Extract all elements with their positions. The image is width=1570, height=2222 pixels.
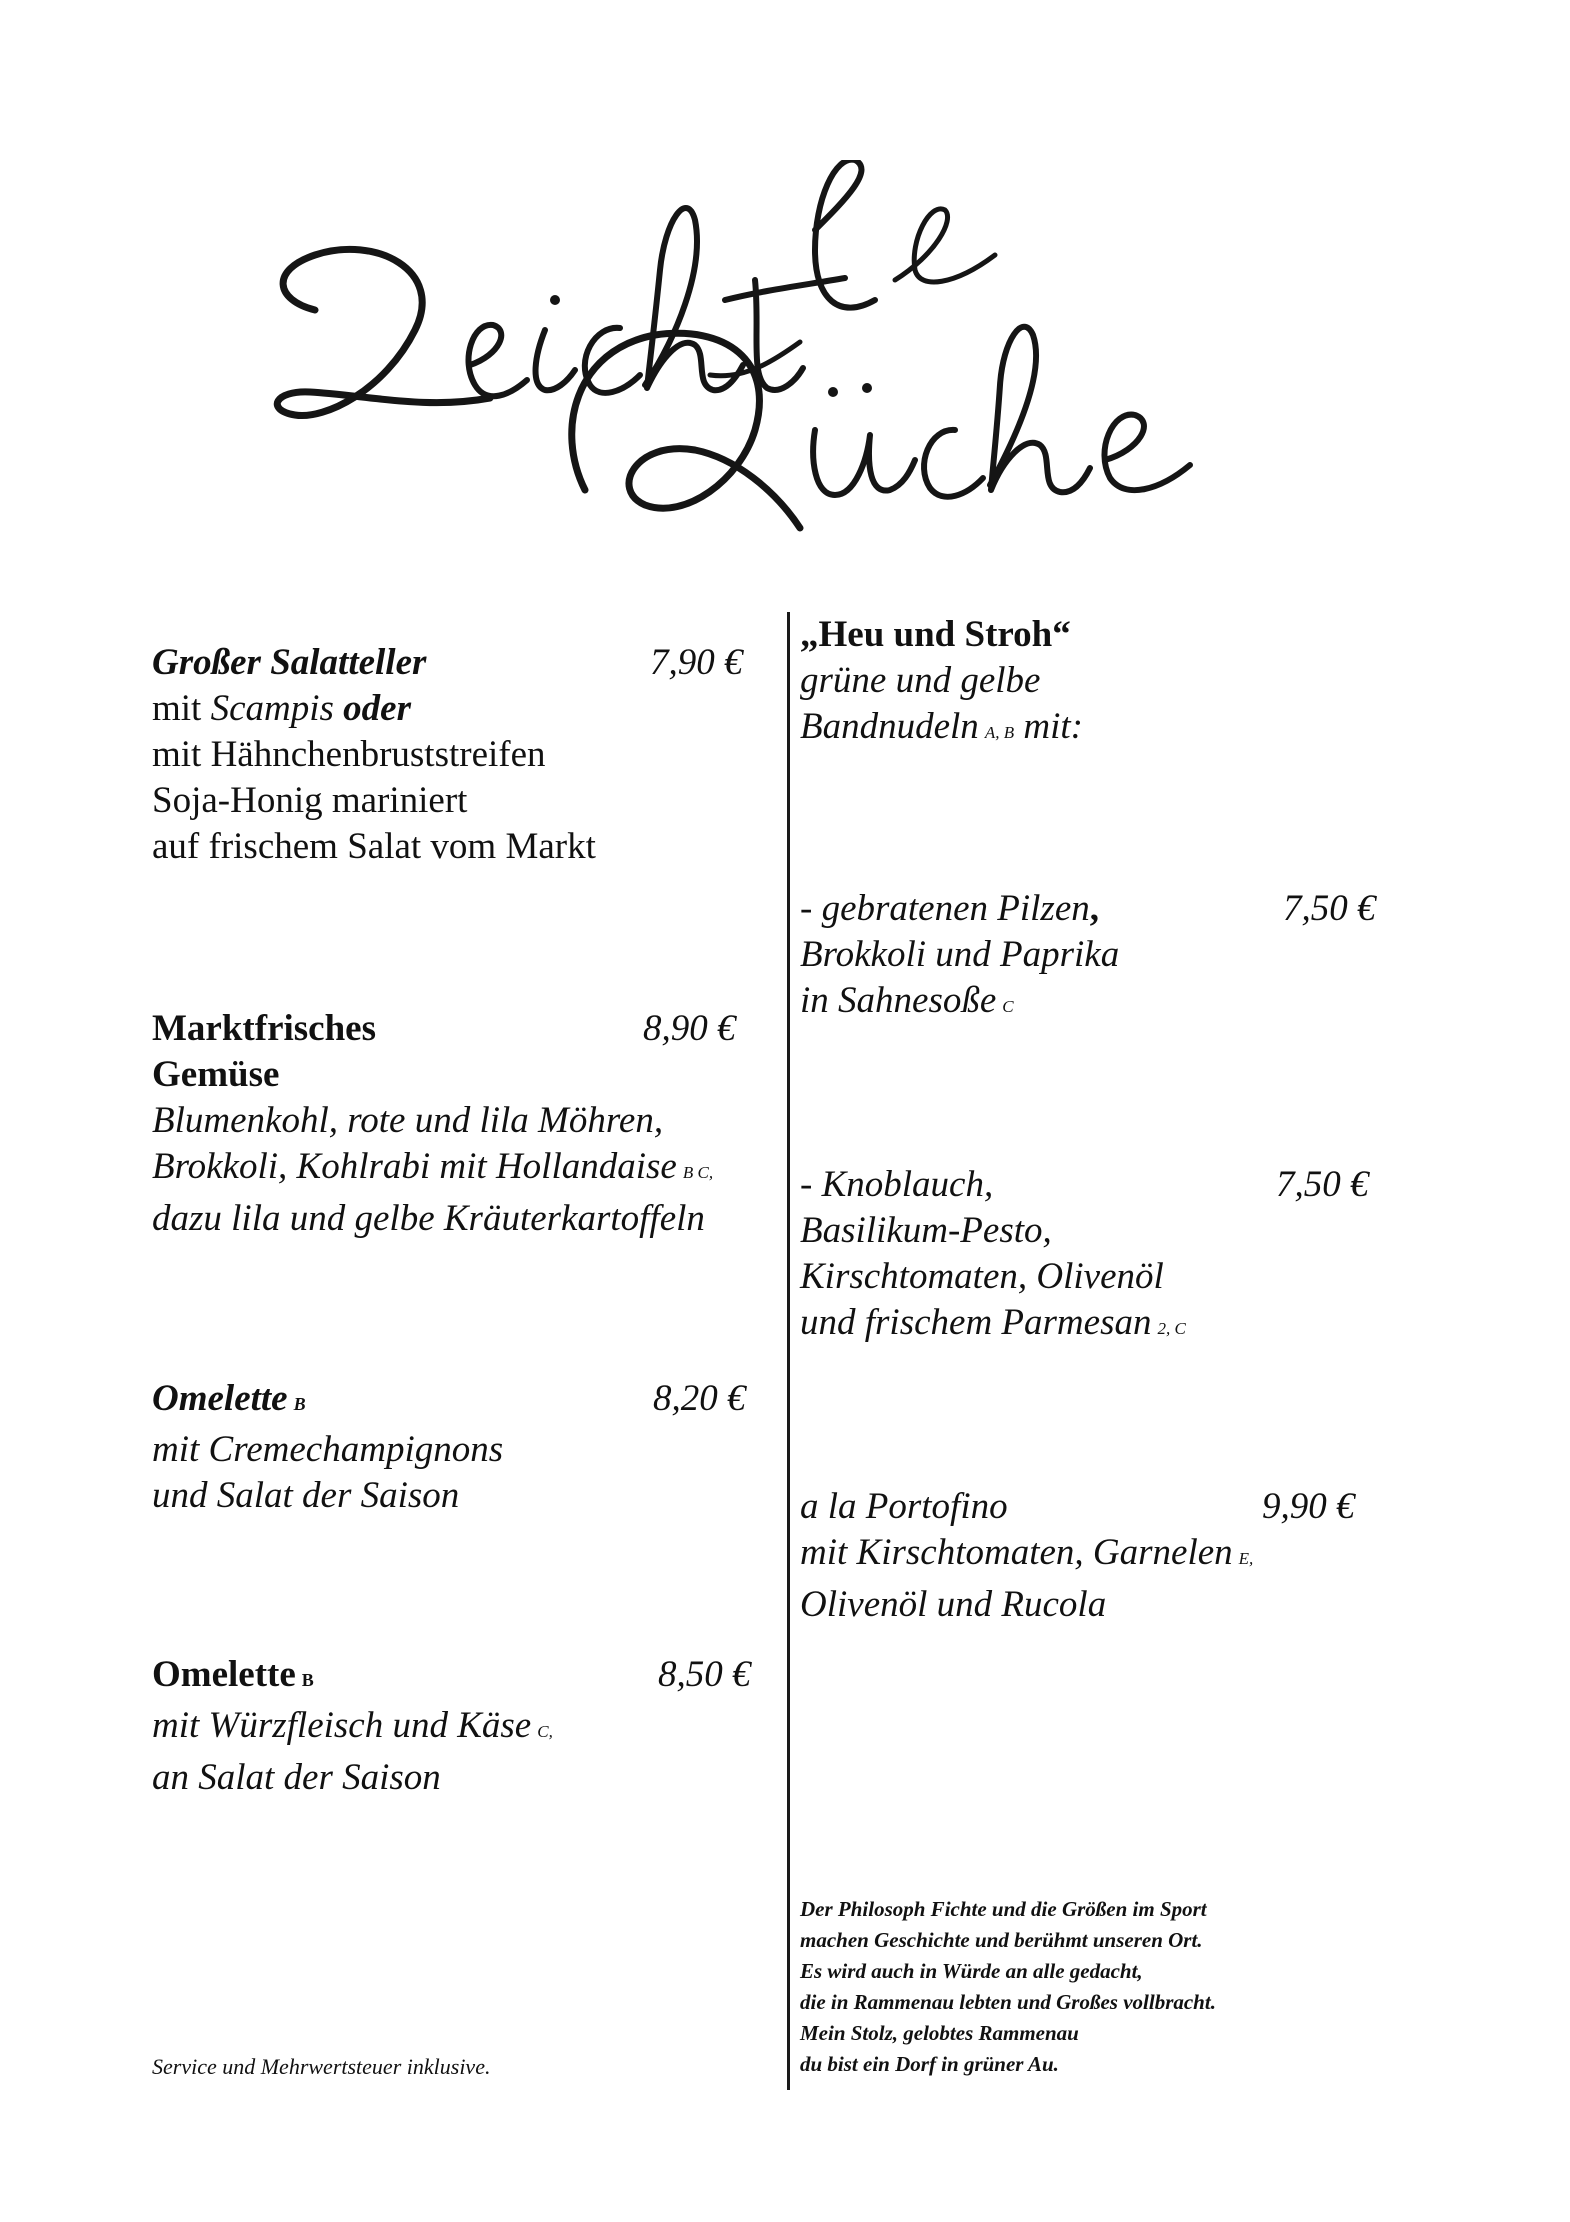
menu-item-knoblauch [800, 1162, 1186, 1352]
allergen-codes: 2, C [1157, 1319, 1186, 1338]
title-calligraphy-icon [255, 160, 1285, 600]
item-desc: mit Kirschtomaten, Garnelen E, [800, 1532, 1254, 1573]
item-desc: und frischem Parmesan 2, C [800, 1302, 1186, 1343]
menu-item-pilzen [800, 886, 1119, 1030]
item-desc: Brokkoli, Kohlrabi mit Hollandaise B C, [152, 1146, 714, 1187]
item-desc: in Sahnesoße C [800, 980, 1014, 1021]
menu-item-portofino [800, 1484, 1253, 1628]
allergen-codes: C, [537, 1722, 553, 1741]
item-desc: mit Cremechampignons [152, 1429, 504, 1470]
item-name: - gebratenen Pilzen, [800, 888, 1099, 929]
menu-item-omelette-wuerzfleisch [152, 1652, 553, 1801]
item-name: Marktfrisches [152, 1008, 376, 1049]
item-desc: Olivenöl und Rucola [800, 1584, 1107, 1625]
item-desc: Brokkoli und Paprika [800, 934, 1120, 975]
poem-line: Mein Stolz, gelobtes Rammenau [800, 2021, 1079, 2045]
item-name: - Knoblauch, [800, 1164, 994, 1205]
item-desc: mit Würzfleisch und Käse C, [152, 1705, 553, 1746]
allergen-codes: E, [1238, 1549, 1254, 1568]
item-desc: Soja-Honig mariniert [152, 780, 468, 821]
item-price: 7,50 € [1276, 1164, 1369, 1205]
allergen-codes: C [1002, 997, 1014, 1016]
section-title: „Heu und Stroh“ [800, 614, 1071, 655]
poem-line: Der Philosoph Fichte und die Größen im Sport [800, 1897, 1207, 1921]
menu-section-heu-und-stroh [800, 612, 1083, 756]
item-name: Omelette B [152, 1654, 314, 1695]
item-name: a la Portofino [800, 1486, 1008, 1527]
section-desc: grüne und gelbe [800, 660, 1041, 701]
item-desc: dazu lila und gelbe Kräuterkartoffeln [152, 1198, 705, 1239]
service-note: Service und Mehrwertsteuer inklusive. [152, 2054, 491, 2079]
column-divider [787, 612, 790, 2090]
menu-item-gemuese [152, 1006, 713, 1242]
allergen-codes: B [301, 1670, 314, 1690]
item-name: Omelette B [152, 1378, 306, 1419]
poem-line: machen Geschichte und berühmt unseren Ort. [800, 1928, 1203, 1952]
item-price: 8,50 € [658, 1654, 751, 1695]
item-price: 7,50 € [1283, 888, 1376, 929]
item-desc: Blumenkohl, rote und lila Möhren, [152, 1100, 664, 1141]
item-name: Gemüse [152, 1054, 280, 1095]
item-name: Großer Salatteller [152, 642, 427, 683]
item-desc: mit Hähnchenbruststreifen [152, 734, 546, 775]
item-price: 9,90 € [1262, 1486, 1355, 1527]
poem-line: Es wird auch in Würde an alle gedacht, [800, 1959, 1143, 1983]
allergen-codes: B [293, 1394, 306, 1414]
menu-item-omelette-champignons [152, 1376, 503, 1519]
item-desc: mit Scampis oder [152, 688, 411, 729]
poem-line: die in Rammenau lebten und Großes vollbracht. [800, 1990, 1216, 2014]
allergen-codes: B C, [682, 1163, 714, 1182]
menu-item-salatteller [152, 640, 596, 870]
poem-line: du bist ein Dorf in grüner Au. [800, 2052, 1059, 2076]
poem-block [800, 1894, 1216, 2080]
item-price: 7,90 € [650, 642, 743, 683]
item-desc: auf frischem Salat vom Markt [152, 826, 596, 867]
item-desc: Kirschtomaten, Olivenöl [800, 1256, 1164, 1297]
allergen-codes: A, B [984, 723, 1015, 742]
item-desc: Basilikum-Pesto, [800, 1210, 1052, 1251]
item-price: 8,20 € [653, 1378, 746, 1419]
item-desc: an Salat der Saison [152, 1757, 441, 1798]
section-desc: Bandnudeln A, B mit: [800, 706, 1083, 747]
item-desc: und Salat der Saison [152, 1475, 460, 1516]
item-price: 8,90 € [643, 1008, 736, 1049]
